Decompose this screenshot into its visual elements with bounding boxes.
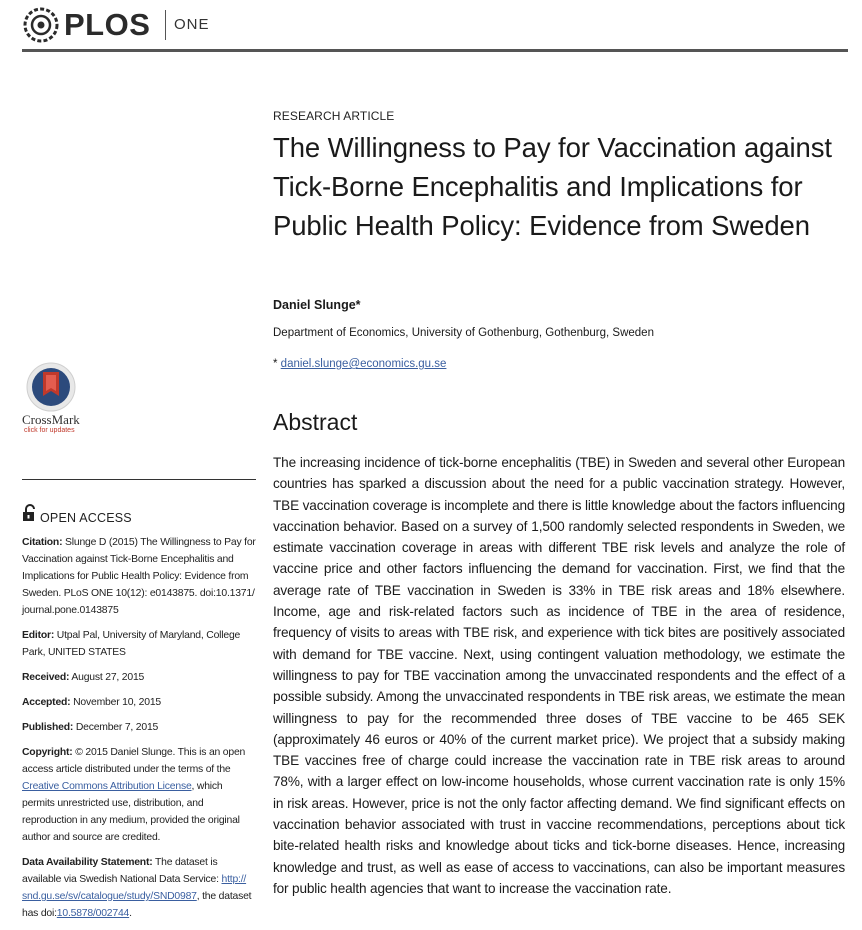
- email-prefix: *: [273, 358, 281, 370]
- author-name: Daniel Slunge*: [273, 298, 361, 312]
- received-date: August 27, 2015: [71, 672, 145, 683]
- crossmark-badge[interactable]: [22, 362, 86, 438]
- license-link[interactable]: Creative Commons Attribution License: [22, 781, 192, 792]
- data-availability-doi-text: , the dataset has doi:: [22, 891, 252, 919]
- citation-text: Slunge D (2015) The Willingness to Pay for Vaccination against Tick-Borne Encephalitis and Implications for Public Health Policy: Evidence from Sweden. PLoS ONE 10(12): e0143875. doi:10.1371/ journal.pone.0143875: [22, 537, 256, 616]
- data-availability-end: .: [129, 908, 132, 919]
- email-link[interactable]: daniel.slunge@economics.gu.se: [280, 358, 447, 370]
- crossmark-icon: [26, 362, 76, 412]
- abstract-text: The increasing incidence of tick-borne encephalitis (TBE) in Sweden and several other European countries has sparked a discussion about the need for a public vaccination strategy. However, TBE vaccination coverage is incomplete and there is little knowledge about the factors influencing vaccination behavior. Based on a survey of 1,500 randomly selected respondents in Sweden, we estimate vaccination coverage in areas with different TBE risk levels and analyze the role of vaccine price and other factors influencing the demand for vaccination. First, we find that the average rate of TBE vaccination in Sweden is 33% in TBE risk areas and 18% elsewhere. Income, age and risk-related factors such as incidence of TBE in the area of residence, frequency of visits to areas with TBE risk, and experience with tick bites are positively associated with demand for TBE vaccine. Next, using contingent valuation methodology, we estimate the willingness to pay for TBE vaccination among the unvaccinated respondents and the effect of a possible subsidy. Among the unvaccinated respondents in TBE risk areas, we estimate the mean willingness to pay for the recommended three doses of TBE vaccine to be 465 SEK (approximately 46 euros or 40% of the current market price). We project that a subsidy making TBE vaccines free of charge could increase the vaccination rate in TBE risk areas to around 78%, with a larger effect on low-income households, whose current vaccination rate is only 15% in risk areas. However, price is not the only factor affecting demand. We find significant effects on vaccination behavior associated with trust in vaccine recommendations, perceptions about tick bite-related health risks and knowledge about ticks and tick-borne diseases. Hence, increasing knowledge and trust, as well as ease of access to vaccinations, can also be important measures for public health agencies that want to increase the vaccination rate.: [273, 455, 845, 896]
- data-availability-label: Data Availability Statement:: [22, 857, 153, 868]
- citation-block: [22, 534, 256, 619]
- accepted-label: Accepted:: [22, 697, 71, 708]
- correspondence: [273, 358, 446, 370]
- editor-block: [22, 627, 256, 661]
- journal-name: ONE: [174, 16, 210, 33]
- open-access-label: OPEN ACCESS: [40, 511, 132, 525]
- published-label: Published:: [22, 722, 74, 733]
- dataset-doi-link[interactable]: 10.5878/002744: [56, 908, 130, 919]
- sidebar-rule: [22, 479, 256, 480]
- article-type: RESEARCH ARTICLE: [273, 109, 395, 123]
- published-date: December 7, 2015: [75, 722, 159, 733]
- open-access-badge: [22, 504, 256, 528]
- header-rule: [22, 49, 848, 52]
- accepted-date: November 10, 2015: [73, 697, 161, 708]
- dataset-link[interactable]: http:// snd.gu.se/sv/catalogue/study/SND0987: [22, 874, 247, 902]
- crossmark-label: CrossMark: [22, 412, 80, 427]
- received-block: [22, 669, 256, 686]
- article-info-sidebar: [22, 504, 256, 930]
- editor-text: Utpal Pal, University of Maryland, College Park, UNITED STATES: [22, 630, 241, 658]
- copyright-text-end: , which permits unrestricted use, distribution, and reproduction in any medium, provided the original author and source are credited.: [22, 781, 240, 843]
- editor-label: Editor:: [22, 630, 55, 641]
- article-title: The Willingness to Pay for Vaccination against Tick-Borne Encephalitis and Implications for Public Health Policy: Evidence from Sweden: [273, 132, 832, 241]
- received-label: Received:: [22, 672, 70, 683]
- logo-separator: [165, 10, 166, 40]
- journal-header: [22, 4, 848, 52]
- data-availability-block: [22, 854, 256, 922]
- citation-label: Citation:: [22, 537, 63, 548]
- plos-logo-text: PLOS: [64, 7, 151, 42]
- crossmark-sublabel: click for updates: [24, 427, 75, 434]
- copyright-text: © 2015 Daniel Slunge. This is an open access article distributed under the terms of the: [22, 747, 246, 775]
- published-block: [22, 719, 256, 736]
- plos-logo-icon: [22, 6, 60, 44]
- author-affiliation: Department of Economics, University of Gothenburg, Gothenburg, Sweden: [273, 327, 654, 339]
- copyright-block: [22, 744, 256, 846]
- abstract-heading: Abstract: [273, 409, 358, 435]
- open-lock-icon: [22, 504, 36, 522]
- copyright-label: Copyright:: [22, 747, 73, 758]
- accepted-block: [22, 694, 256, 711]
- data-availability-text: The dataset is available via Swedish National Data Service:: [22, 857, 219, 885]
